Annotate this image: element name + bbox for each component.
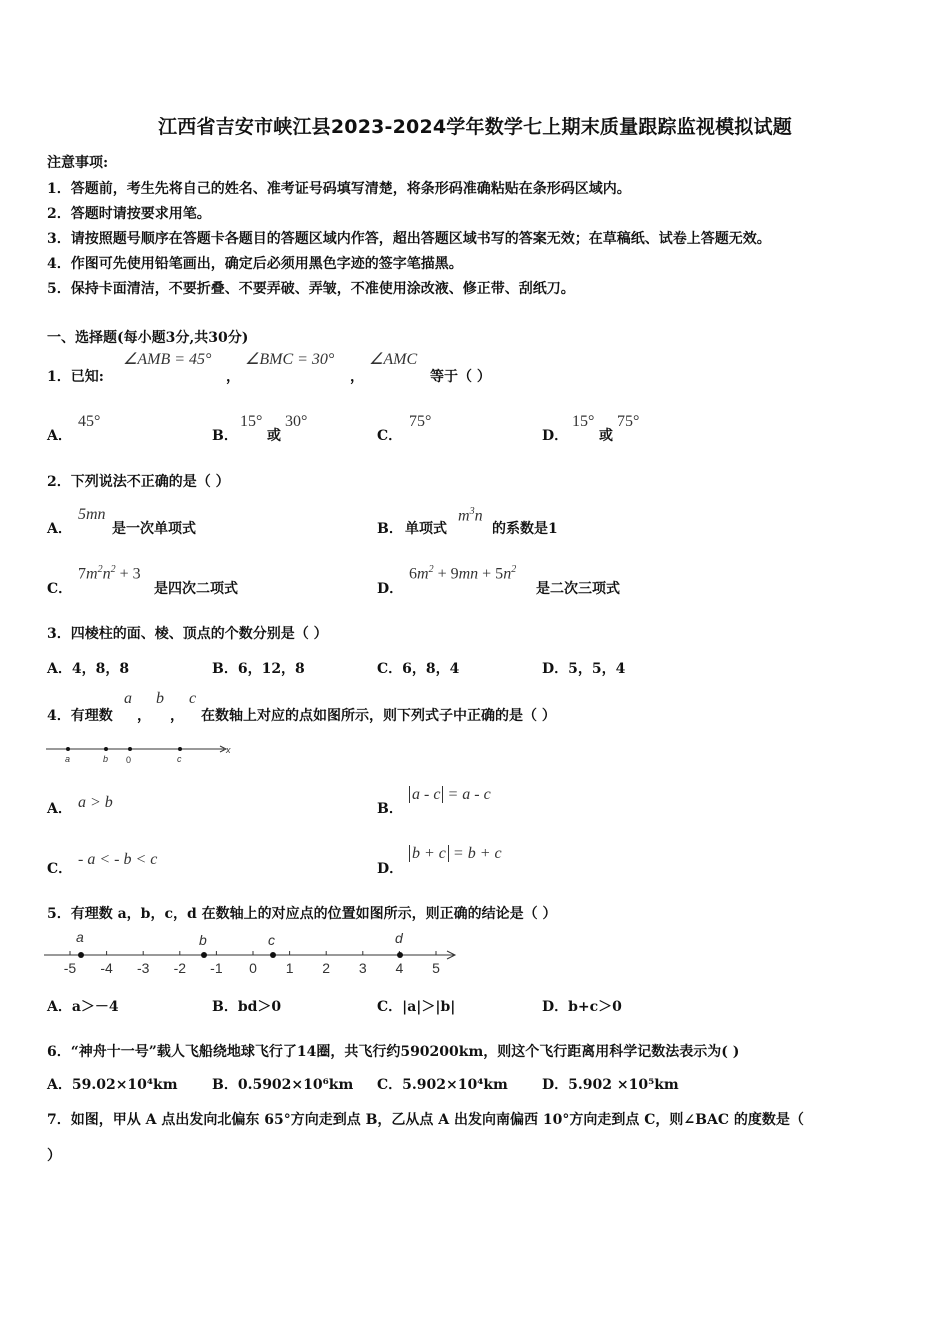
q5-point-b [201, 952, 207, 958]
q1-comma: ， [226, 369, 240, 385]
q3-option-b: B．6，12，8 [212, 661, 305, 677]
q1-option-a-value: 45° [78, 413, 101, 430]
q5-option-a: A．a＞－4 [47, 999, 119, 1015]
q4-option-d-abs: b + c [409, 845, 449, 862]
q4-option-c-value: - a < - b < c [78, 851, 158, 868]
q4-option-b-value [409, 786, 491, 804]
q4-point-a [66, 747, 70, 751]
q2-stem: 2．下列说法不正确的是（ ） [47, 474, 230, 490]
q1-suffix: 等于（ ） [430, 369, 491, 385]
q2-option-d-label: D． [377, 581, 404, 597]
q2-option-b-label: B． [377, 521, 403, 537]
q2-option-a-math: 5mn [78, 506, 106, 523]
q4-point-zero [128, 747, 132, 751]
q5-tick-label: 2 [322, 960, 331, 976]
q5-option-c: C．|a|＞|b| [377, 999, 456, 1015]
q4-option-b-abs: a - c [409, 786, 443, 803]
q4-var-a: a [124, 690, 132, 707]
q5-point-d [397, 952, 403, 958]
q4-option-a-value: a > b [78, 794, 113, 811]
q2-option-b-text2: 的系数是1 [492, 521, 558, 537]
q4-label-zero: 0 [126, 755, 132, 765]
q4-comma: ， [170, 708, 184, 724]
q1-expr-amc: ∠AMC [369, 351, 418, 368]
notice-item: 4．作图可先使用铅笔画出，确定后必须用黑色字迹的签字笔描黑。 [47, 256, 463, 272]
q2-option-d-text: 是二次三项式 [536, 581, 620, 597]
q1-option-b-value2: 30° [285, 413, 308, 430]
q4-point-c [178, 747, 182, 751]
q5-tick-label: 5 [432, 960, 440, 976]
q7-stem-end: ） [47, 1148, 61, 1164]
q5-tick-label: -4 [100, 960, 113, 976]
q1-option-d-or: 或 [599, 428, 613, 444]
q5-tick-label: -2 [173, 960, 187, 976]
q4-label-b: b [103, 754, 109, 764]
notice-item: 2．答题时请按要求用笔。 [47, 206, 211, 222]
q5-option-d: D．b+c＞0 [542, 999, 622, 1015]
q5-label-a: a [76, 929, 84, 945]
q4-option-d-label: D． [377, 861, 404, 877]
q6-option-a: A．59.02×10⁴km [47, 1077, 178, 1093]
q5-tick-label: 3 [358, 960, 367, 976]
q4-number-line [44, 740, 234, 768]
q4-option-c-label: C． [47, 861, 73, 877]
q2-option-d-math: $6m^2 + 9mn + 5n^2$ [409, 564, 517, 583]
q4-suffix: 在数轴上对应的点如图所示，则下列式子中正确的是（ ） [201, 708, 556, 724]
q5-tick-label: -1 [210, 960, 223, 976]
q6-option-b: B．0.5902×10⁶km [212, 1077, 354, 1093]
q2-option-b-text1: 单项式 [405, 521, 447, 537]
q3-option-c: C．6，8，4 [377, 661, 460, 677]
q5-label-b: b [199, 932, 207, 948]
q4-option-b-label: B． [377, 801, 403, 817]
q1-option-b-or: 或 [267, 428, 281, 444]
q2-option-c-text: 是四次二项式 [154, 581, 238, 597]
q5-stem: 5．有理数 a，b，c，d 在数轴上的对应点的位置如图所示，则正确的结论是（ ） [47, 906, 557, 922]
q5-number-line [42, 926, 462, 982]
q5-point-a [78, 952, 84, 958]
notice-item: 3．请按照题号顺序在答题卡各题目的答题区域内作答，超出答题区域书写的答案无效；在草稿纸、试卷上答题无效。 [47, 231, 771, 247]
q6-stem: 6．“神舟十一号”载人飞船绕地球飞行了14圈，共飞行约590200km，则这个飞行距离用科学记数法表示为( ) [47, 1044, 740, 1060]
q4-label-c: c [177, 754, 182, 764]
q5-point-c [270, 952, 276, 958]
q3-option-a: A．4，8，8 [47, 661, 130, 677]
q4-comma: ， [137, 708, 151, 724]
q5-label-c: c [268, 932, 275, 948]
q1-comma: ， [350, 369, 364, 385]
page-title: 江西省吉安市峡江县2023-2024学年数学七上期末质量跟踪监视模拟试题 [158, 116, 792, 138]
q5-tick-label: -5 [63, 960, 77, 976]
notice-item: 5．保持卡面清洁，不要折叠、不要弄破、弄皱，不准使用涂改液、修正带、刮纸刀。 [47, 281, 575, 297]
q5-tick-label: 0 [249, 960, 257, 976]
q7-stem: 7．如图，甲从 A 点出发向北偏东 65°方向走到点 B，乙从点 A 出发向南偏西 10°方向走到点 C，则∠BAC 的度数是（ [47, 1112, 804, 1128]
q4-prefix: 4．有理数 [47, 708, 113, 724]
q4-point-b [104, 747, 108, 751]
q1-prefix: 1．已知: [47, 369, 104, 385]
q1-expr-amb: ∠AMB = 45° [123, 351, 212, 368]
q2-option-c-math: $7m^2n^2 + 3$ [78, 564, 141, 583]
q6-option-d: D．5.902 ×10⁵km [542, 1077, 679, 1093]
q1-option-d-value1: 15° [572, 413, 595, 430]
q4-option-a-label: A． [47, 801, 72, 817]
q2-option-a-text: 是一次单项式 [112, 521, 196, 537]
q1-option-c-label: C． [377, 428, 403, 444]
q1-option-d-value2: 75° [617, 413, 640, 430]
notice-heading: 注意事项: [47, 155, 109, 171]
q4-var-c: c [189, 690, 197, 707]
q4-label-x: x [226, 745, 231, 755]
q5-tick-label: -3 [136, 960, 150, 976]
section-heading: 一、选择题(每小题3分,共30分) [47, 330, 249, 346]
q1-expr-bmc: ∠BMC = 30° [245, 351, 335, 368]
q5-label-d: d [395, 930, 403, 946]
q5-tick-label: 4 [395, 960, 404, 976]
q4-option-d-value [409, 845, 502, 863]
notice-item: 1．答题前，考生先将自己的姓名、准考证号码填写清楚，将条形码准确粘贴在条形码区域内。 [47, 181, 631, 197]
q2-option-c-label: C． [47, 581, 73, 597]
q3-option-d: D．5，5，4 [542, 661, 626, 677]
q4-var-b: b [156, 690, 164, 707]
q2-option-b-math: $m^3n$ [458, 506, 483, 525]
q1-option-c-value: 75° [409, 413, 432, 430]
q5-tick-label: 1 [285, 960, 294, 976]
q6-option-c: C．5.902×10⁴km [377, 1077, 508, 1093]
q1-option-a-label: A． [47, 428, 72, 444]
q4-option-d-rhs: = b + c [452, 845, 502, 862]
q4-option-b-rhs: = a - c [447, 786, 491, 803]
q4-label-a: a [65, 754, 71, 764]
q2-option-a-label: A． [47, 521, 72, 537]
q3-stem: 3．四棱柱的面、棱、顶点的个数分别是（ ） [47, 626, 328, 642]
q1-option-d-label: D． [542, 428, 569, 444]
q1-option-b-value1: 15° [240, 413, 263, 430]
q5-option-b: B．bd＞0 [212, 999, 282, 1015]
q1-option-b-label: B． [212, 428, 238, 444]
